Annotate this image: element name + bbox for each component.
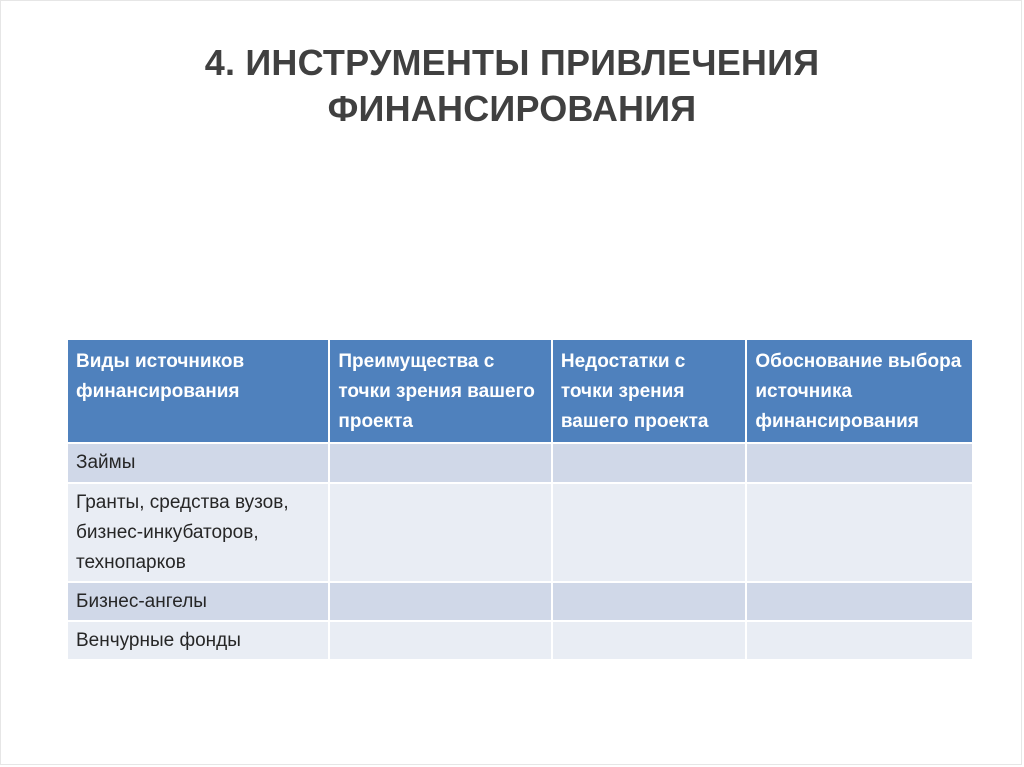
table-row: [67, 443, 973, 483]
cell-disadvantages: [552, 483, 746, 582]
cell-advantages: [329, 483, 552, 582]
cell-justification: [746, 483, 973, 582]
cell-disadvantages: [552, 582, 746, 621]
cell-justification: [746, 582, 973, 621]
cell-justification: [746, 443, 973, 483]
cell-advantages: [329, 582, 552, 621]
cell-source: Гранты, средства вузов, бизнес-инкубаторов, технопарков: [67, 483, 329, 582]
header-justification: Обоснование выбора источника финансирования: [746, 339, 973, 443]
table-row: [67, 582, 973, 621]
cell-advantages: [329, 621, 552, 660]
cell-disadvantages: [552, 443, 746, 483]
cell-justification: [746, 621, 973, 660]
slide-title: [0, 40, 1024, 132]
cell-disadvantages: [552, 621, 746, 660]
table-row: [67, 621, 973, 660]
header-source-types: Виды источников финансирования: [67, 339, 329, 443]
cell-source: Бизнес-ангелы: [67, 582, 329, 621]
slide-title-line-2: ФИНАНСИРОВАНИЯ: [327, 88, 697, 129]
cell-source: Венчурные фонды: [67, 621, 329, 660]
table-row: [67, 483, 973, 582]
cell-source: Займы: [67, 443, 329, 483]
slide-title-line-1: 4. ИНСТРУМЕНТЫ ПРИВЛЕЧЕНИЯ: [204, 42, 820, 83]
header-disadvantages: Недостатки с точки зрения вашего проекта: [552, 339, 746, 443]
header-advantages: Преимущества с точки зрения вашего проекта: [329, 339, 552, 443]
cell-advantages: [329, 443, 552, 483]
financing-table: [66, 338, 974, 661]
table-header-row: [67, 339, 973, 443]
